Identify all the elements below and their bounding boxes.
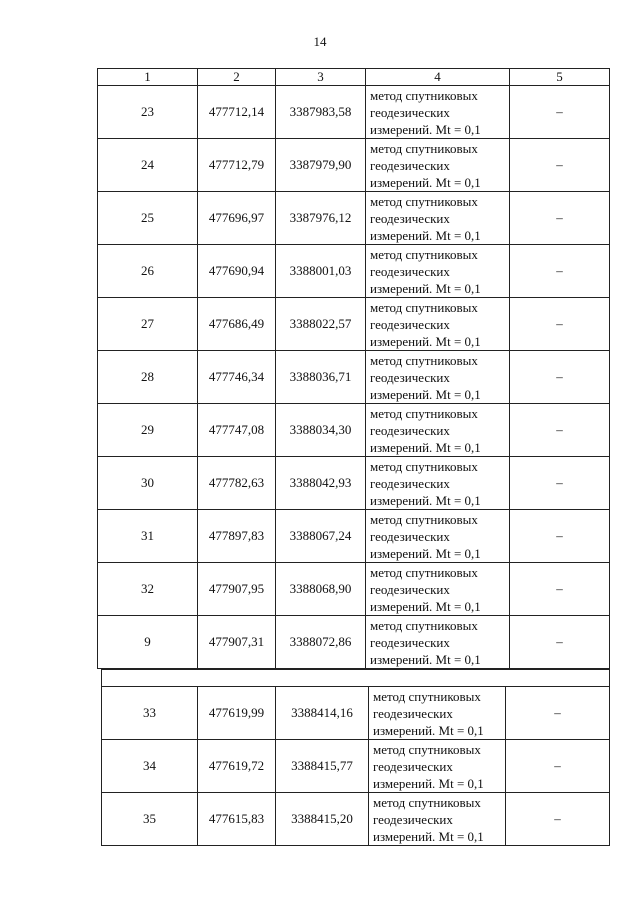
y-coordinate-cell: 3388415,77 <box>276 740 369 793</box>
method-cell <box>366 510 510 563</box>
method-cell <box>369 740 506 793</box>
method-text-line: метод спутниковых <box>370 299 478 315</box>
method-text-line: метод спутниковых <box>370 617 478 633</box>
x-coordinate-cell: 477615,83 <box>198 793 276 846</box>
method-cell <box>366 457 510 510</box>
method-text-line: измерений. Mt = 0,1 <box>370 439 481 455</box>
point-number-cell: 29 <box>98 404 198 457</box>
table-row <box>98 351 610 404</box>
column-header: 5 <box>510 69 610 86</box>
method-text-line: измерений. Mt = 0,1 <box>370 545 481 561</box>
coordinates-table-continued <box>101 669 610 846</box>
method-text-line: измерений. Mt = 0,1 <box>373 722 484 738</box>
method-text-line: геодезических <box>370 581 450 597</box>
point-number-cell: 28 <box>98 351 198 404</box>
column-5-cell: – <box>510 192 610 245</box>
point-number-cell: 33 <box>102 687 198 740</box>
column-5-cell: – <box>510 510 610 563</box>
column-5-cell: – <box>510 139 610 192</box>
y-coordinate-cell: 3388042,93 <box>276 457 366 510</box>
point-number-cell: 32 <box>98 563 198 616</box>
method-cell <box>369 793 506 846</box>
column-5-cell: – <box>510 245 610 298</box>
y-coordinate-cell: 3388034,30 <box>276 404 366 457</box>
table-row <box>98 616 610 669</box>
method-text-line: геодезических <box>373 758 453 774</box>
method-text-line: геодезических <box>370 528 450 544</box>
method-text-line: измерений. Mt = 0,1 <box>373 828 484 844</box>
method-cell <box>366 192 510 245</box>
table-row <box>98 563 610 616</box>
y-coordinate-cell: 3388001,03 <box>276 245 366 298</box>
x-coordinate-cell: 477619,72 <box>198 740 276 793</box>
table-row <box>98 404 610 457</box>
table-row <box>98 192 610 245</box>
method-text-line: геодезических <box>370 634 450 650</box>
method-text-line: геодезических <box>370 316 450 332</box>
point-number-cell: 26 <box>98 245 198 298</box>
column-header: 2 <box>198 69 276 86</box>
x-coordinate-cell: 477712,14 <box>198 86 276 139</box>
point-number-cell: 35 <box>102 793 198 846</box>
method-cell <box>366 245 510 298</box>
method-cell <box>366 139 510 192</box>
y-coordinate-cell: 3387976,12 <box>276 192 366 245</box>
method-text-line: метод спутниковых <box>370 246 478 262</box>
y-coordinate-cell: 3388072,86 <box>276 616 366 669</box>
method-cell <box>366 404 510 457</box>
method-text-line: геодезических <box>370 210 450 226</box>
x-coordinate-cell: 477897,83 <box>198 510 276 563</box>
method-text-line: метод спутниковых <box>373 688 481 704</box>
x-coordinate-cell: 477712,79 <box>198 139 276 192</box>
point-number-cell: 25 <box>98 192 198 245</box>
point-number-cell: 34 <box>102 740 198 793</box>
x-coordinate-cell: 477907,95 <box>198 563 276 616</box>
table-row <box>102 793 610 846</box>
method-text-line: метод спутниковых <box>370 193 478 209</box>
column-5-cell: – <box>510 298 610 351</box>
column-header: 1 <box>98 69 198 86</box>
point-number-cell: 31 <box>98 510 198 563</box>
method-cell <box>366 563 510 616</box>
x-coordinate-cell: 477782,63 <box>198 457 276 510</box>
column-5-cell: – <box>510 351 610 404</box>
method-text-line: измерений. Mt = 0,1 <box>370 121 481 137</box>
method-text-line: геодезических <box>370 369 450 385</box>
method-text-line: метод спутниковых <box>370 87 478 103</box>
method-text-line: измерений. Mt = 0,1 <box>370 174 481 190</box>
method-text-line: геодезических <box>370 475 450 491</box>
point-number-cell: 27 <box>98 298 198 351</box>
table-header-row <box>98 69 610 86</box>
method-cell <box>366 351 510 404</box>
table-row <box>98 139 610 192</box>
method-text-line: геодезических <box>373 705 453 721</box>
x-coordinate-cell: 477686,49 <box>198 298 276 351</box>
method-cell <box>369 687 506 740</box>
table-row <box>102 687 610 740</box>
method-text-line: измерений. Mt = 0,1 <box>373 775 484 791</box>
method-text-line: метод спутниковых <box>373 794 481 810</box>
method-cell <box>366 298 510 351</box>
method-text-line: геодезических <box>370 263 450 279</box>
method-cell <box>366 86 510 139</box>
y-coordinate-cell: 3388036,71 <box>276 351 366 404</box>
table-row <box>98 510 610 563</box>
column-5-cell: – <box>510 616 610 669</box>
method-text-line: измерений. Mt = 0,1 <box>370 227 481 243</box>
separator-row <box>102 670 610 687</box>
method-text-line: метод спутниковых <box>370 511 478 527</box>
column-5-cell: – <box>506 740 610 793</box>
method-text-line: метод спутниковых <box>370 405 478 421</box>
column-5-cell: – <box>510 457 610 510</box>
point-number-cell: 23 <box>98 86 198 139</box>
separator-cell <box>102 670 610 687</box>
method-text-line: метод спутниковых <box>370 352 478 368</box>
y-coordinate-cell: 3388022,57 <box>276 298 366 351</box>
table-row <box>98 245 610 298</box>
method-text-line: метод спутниковых <box>370 564 478 580</box>
y-coordinate-cell: 3388068,90 <box>276 563 366 616</box>
column-5-cell: – <box>510 563 610 616</box>
method-text-line: измерений. Mt = 0,1 <box>370 333 481 349</box>
method-text-line: геодезических <box>370 104 450 120</box>
method-text-line: геодезических <box>370 422 450 438</box>
method-text-line: метод спутниковых <box>373 741 481 757</box>
method-text-line: измерений. Mt = 0,1 <box>370 386 481 402</box>
column-5-cell: – <box>510 404 610 457</box>
page-number: 14 <box>313 34 327 49</box>
point-number-cell: 30 <box>98 457 198 510</box>
column-header: 3 <box>276 69 366 86</box>
x-coordinate-cell: 477747,08 <box>198 404 276 457</box>
x-coordinate-cell: 477696,97 <box>198 192 276 245</box>
method-text-line: измерений. Mt = 0,1 <box>370 280 481 296</box>
method-text-line: метод спутниковых <box>370 458 478 474</box>
y-coordinate-cell: 3387983,58 <box>276 86 366 139</box>
method-cell <box>366 616 510 669</box>
y-coordinate-cell: 3388414,16 <box>276 687 369 740</box>
x-coordinate-cell: 477907,31 <box>198 616 276 669</box>
method-text-line: измерений. Mt = 0,1 <box>370 492 481 508</box>
y-coordinate-cell: 3388415,20 <box>276 793 369 846</box>
column-header: 4 <box>366 69 510 86</box>
coordinates-table <box>97 68 610 669</box>
x-coordinate-cell: 477690,94 <box>198 245 276 298</box>
method-text-line: геодезических <box>370 157 450 173</box>
method-text-line: измерений. Mt = 0,1 <box>370 651 481 667</box>
point-number-cell: 9 <box>98 616 198 669</box>
x-coordinate-cell: 477746,34 <box>198 351 276 404</box>
y-coordinate-cell: 3387979,90 <box>276 139 366 192</box>
table-row <box>98 298 610 351</box>
method-text-line: метод спутниковых <box>370 140 478 156</box>
x-coordinate-cell: 477619,99 <box>198 687 276 740</box>
column-5-cell: – <box>506 793 610 846</box>
column-5-cell: – <box>510 86 610 139</box>
table-row <box>98 86 610 139</box>
column-5-cell: – <box>506 687 610 740</box>
y-coordinate-cell: 3388067,24 <box>276 510 366 563</box>
method-text-line: измерений. Mt = 0,1 <box>370 598 481 614</box>
table-row <box>102 740 610 793</box>
table-row <box>98 457 610 510</box>
point-number-cell: 24 <box>98 139 198 192</box>
method-text-line: геодезических <box>373 811 453 827</box>
